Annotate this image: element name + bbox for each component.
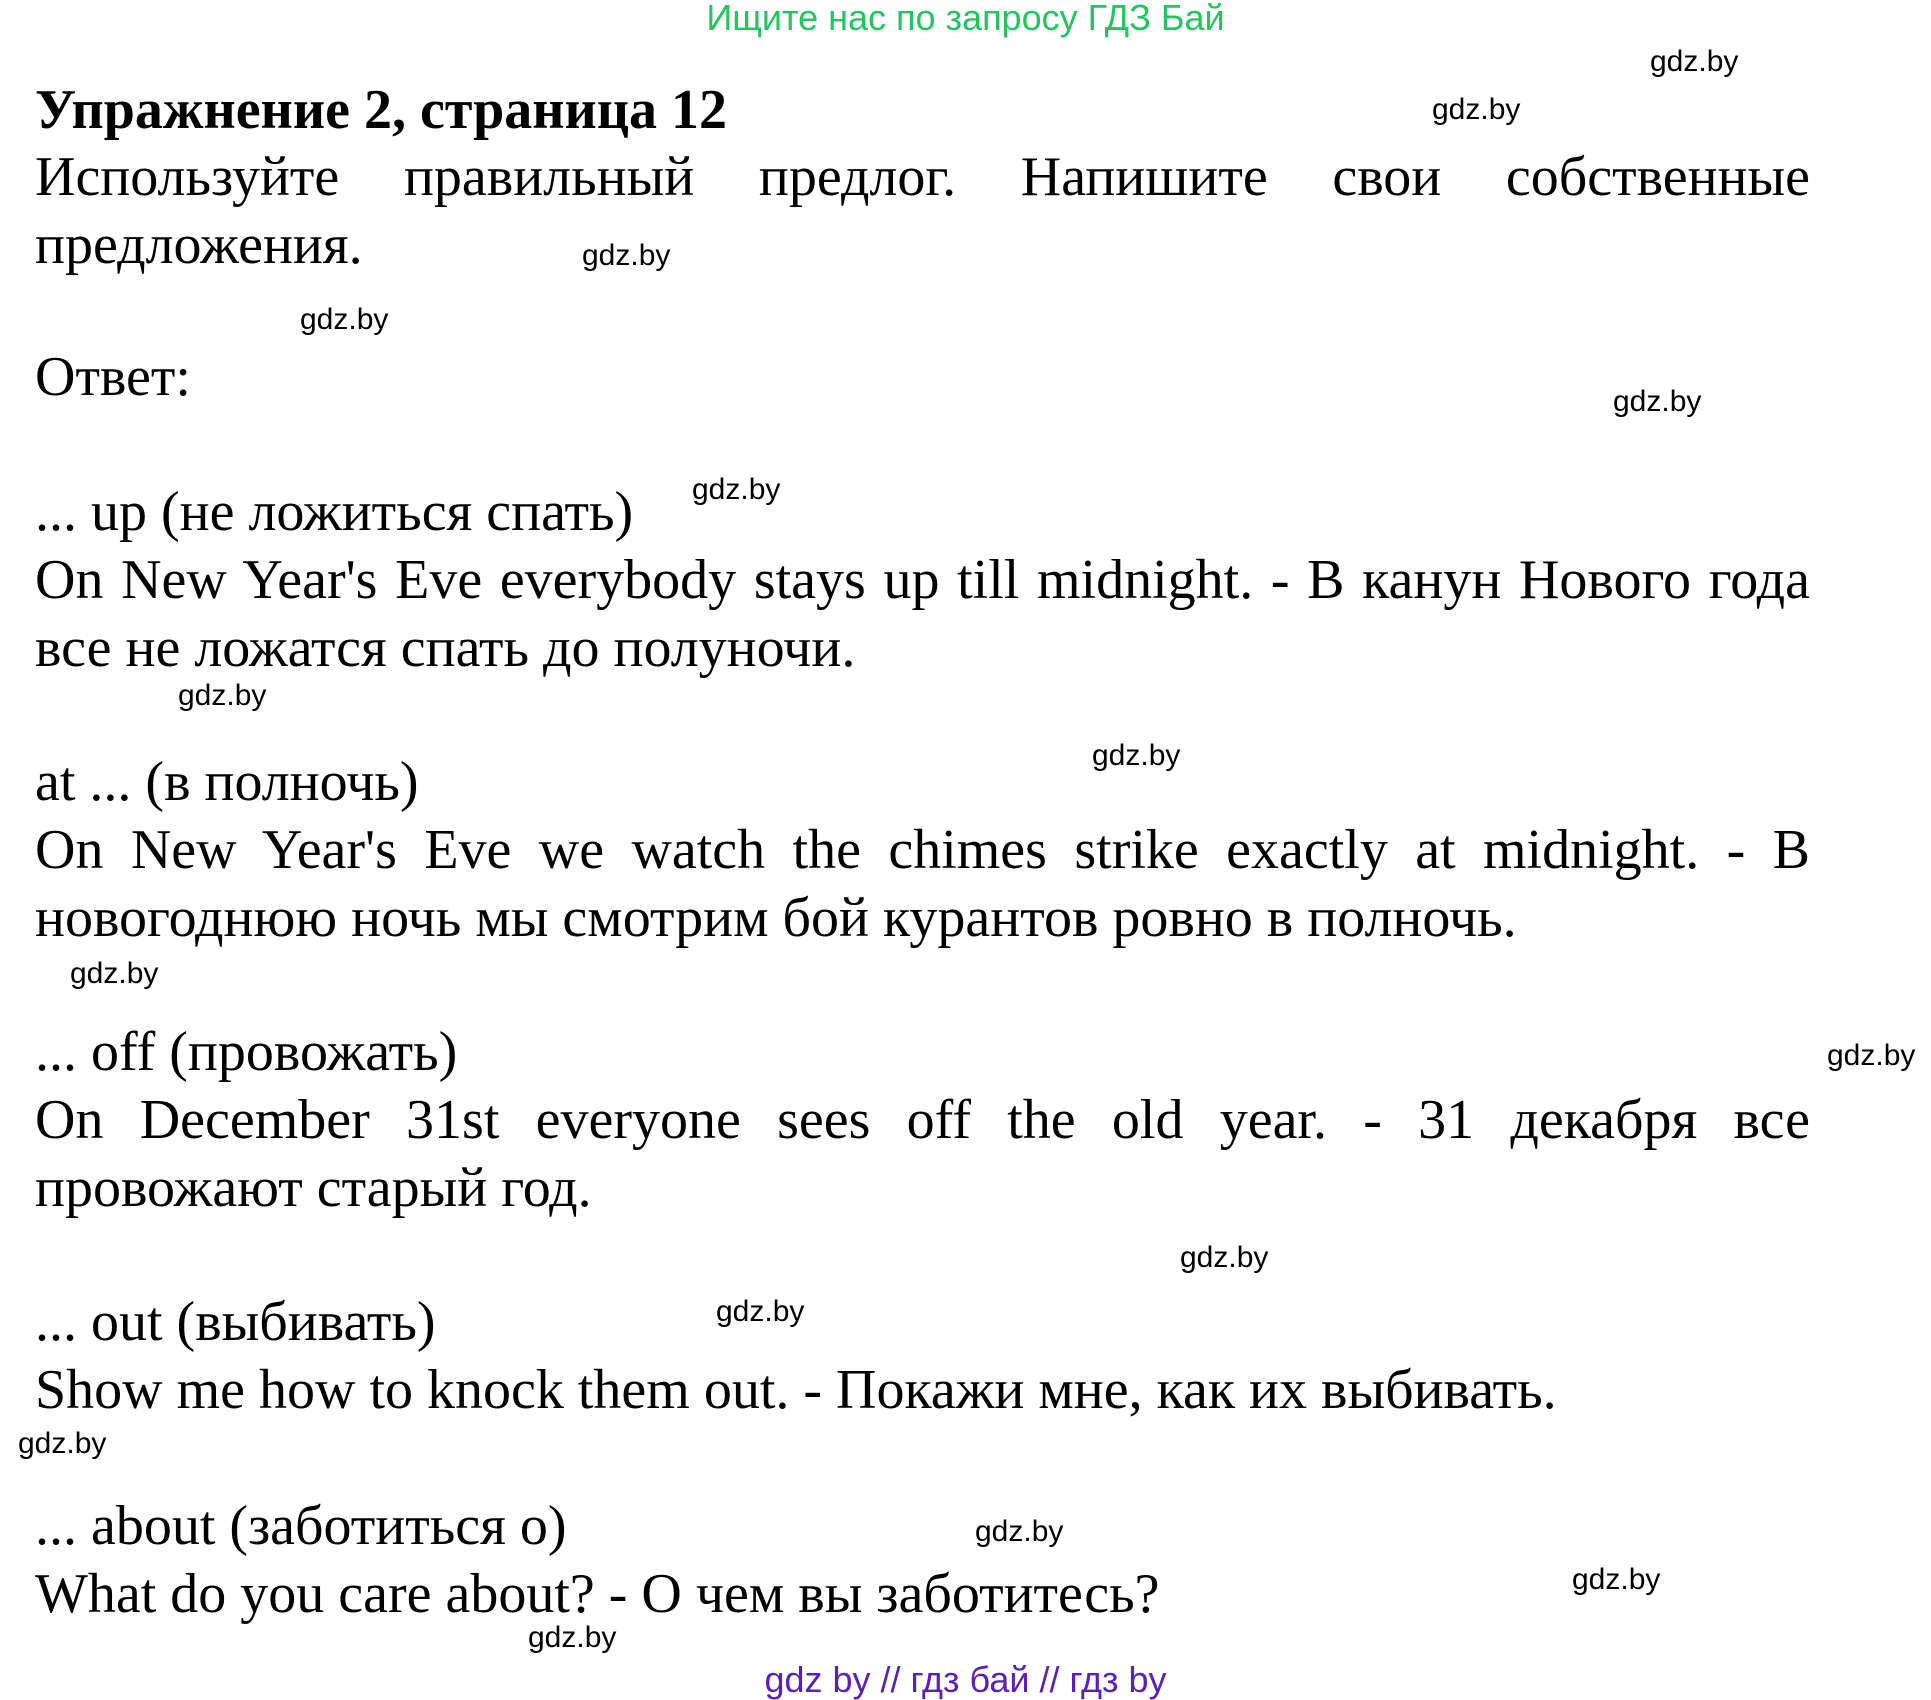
watermark: gdz.by (692, 473, 781, 506)
watermark: gdz.by (1650, 45, 1739, 78)
exercise-title: Упражнение 2, страница 12 (35, 79, 728, 141)
watermark: gdz.by (178, 679, 267, 712)
item-4-text: Show me how to knock them out. - Покажи мне, как их выбивать. (35, 1359, 1557, 1421)
item-3-heading: ... off (провожать) (35, 1021, 458, 1083)
watermark: gdz.by (1092, 739, 1181, 772)
watermark: gdz.by (1572, 1563, 1661, 1596)
item-1-heading: ... up (не ложиться спать) (35, 481, 634, 543)
watermark: gdz.by (975, 1515, 1064, 1548)
watermark: gdz.by (70, 957, 159, 990)
watermark: gdz.by (1180, 1241, 1269, 1274)
item-5-heading: ... about (заботиться о) (35, 1495, 567, 1557)
item-2-text: On New Year's Eve we watch the chimes strike exactly at midnight. - В новогоднюю ночь мы смотрим бой курантов ровно в полночь. (35, 819, 1810, 949)
answer-label: Ответ: (35, 346, 191, 408)
watermark: gdz.by (300, 303, 389, 336)
watermark: gdz.by (1432, 93, 1521, 126)
task-text: Используйте правильный предлог. Напишите свои собственные предложения. (35, 146, 1810, 276)
watermark: gdz.by (582, 239, 671, 272)
item-3-text: On December 31st everyone sees off the old year. - 31 декабря все провожают старый год. (35, 1089, 1810, 1219)
item-5-text: What do you care about? - О чем вы заботитесь? (35, 1563, 1160, 1625)
watermark: gdz.by (528, 1621, 617, 1654)
item-4-heading: ... out (выбивать) (35, 1291, 436, 1353)
watermark: gdz.by (716, 1295, 805, 1328)
watermark: gdz.by (1827, 1039, 1916, 1072)
item-2-heading: at ... (в полночь) (35, 751, 419, 813)
watermark: gdz.by (1613, 385, 1702, 418)
footer-text: gdz by // гдз бай // гдз by (764, 1659, 1167, 1700)
top-banner: Ищите нас по запросу ГДЗ Бай (706, 0, 1225, 38)
watermark: gdz.by (18, 1427, 107, 1460)
item-1-text: On New Year's Eve everybody stays up till midnight. - В канун Нового года все не ложатся спать до полуночи. (35, 549, 1810, 679)
